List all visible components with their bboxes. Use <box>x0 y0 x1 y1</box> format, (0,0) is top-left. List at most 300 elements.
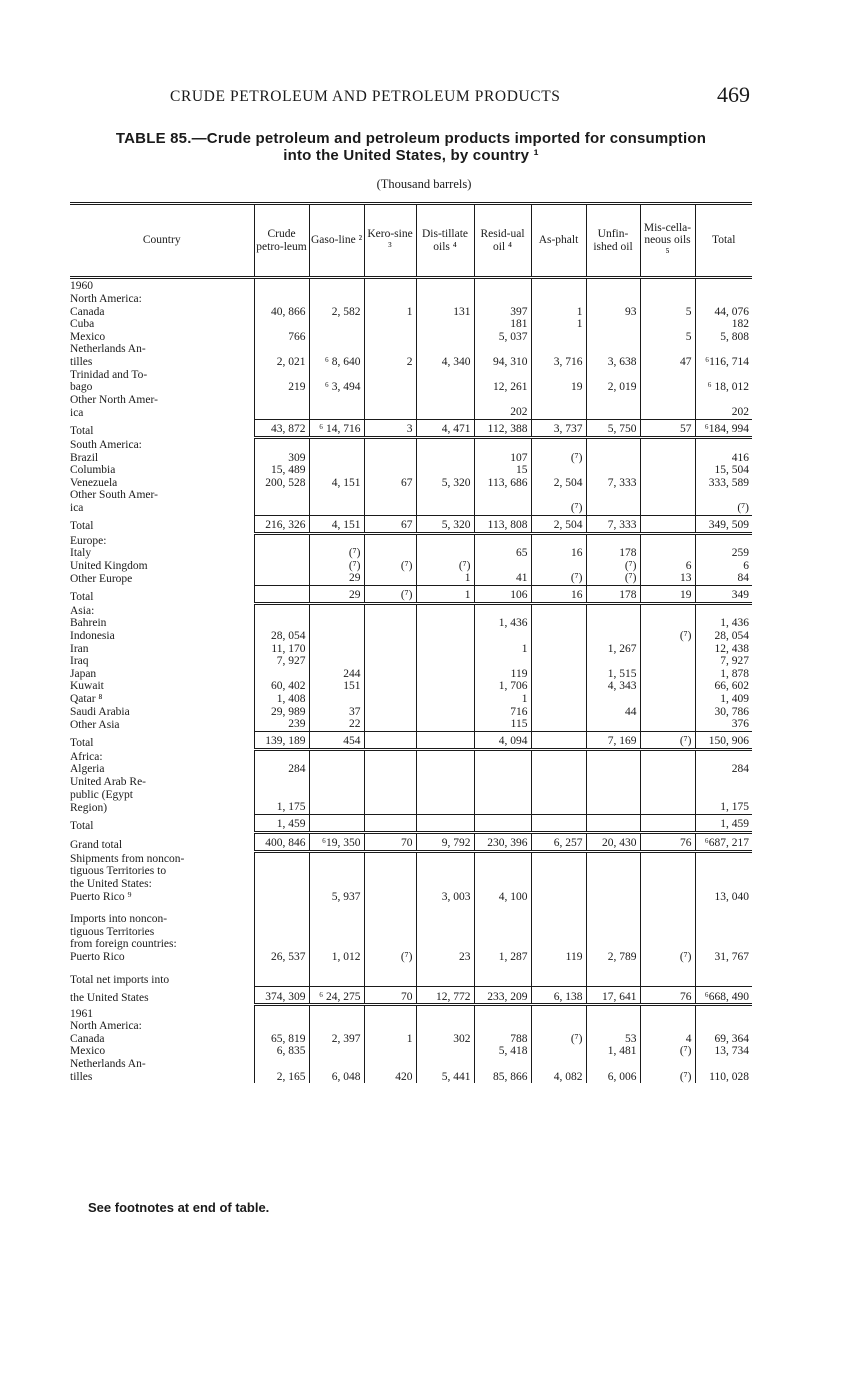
table-cell: 2, 165 <box>254 1071 309 1084</box>
table-cell <box>695 437 752 451</box>
table-row <box>70 278 752 294</box>
table-cell <box>586 814 640 832</box>
table-cell: 2 <box>364 356 416 369</box>
row-label: Other Europe <box>70 572 133 585</box>
table-cell <box>364 763 416 776</box>
table-cell: 3, 003 <box>416 891 474 904</box>
table-cell: 333, 589 <box>695 477 752 490</box>
table-cell <box>474 749 531 763</box>
table-cell: (⁷) <box>531 502 586 515</box>
table-cell <box>640 938 695 951</box>
table-cell: 28, 054 <box>695 630 752 643</box>
table-cell: 1, 175 <box>254 801 309 814</box>
table-cell: 76 <box>640 832 695 851</box>
table-cell <box>474 926 531 939</box>
table-row <box>70 585 752 603</box>
table-cell: (⁷) <box>531 452 586 465</box>
table-cell: 150, 906 <box>695 731 752 749</box>
table-cell <box>695 865 752 878</box>
table-cell <box>695 926 752 939</box>
table-cell: 7, 333 <box>586 477 640 490</box>
table-cell <box>586 489 640 502</box>
table-cell: 65, 819 <box>254 1033 309 1046</box>
table-cell: 1 <box>416 585 474 603</box>
table-cell: (⁷) <box>640 1071 695 1084</box>
table-cell <box>474 437 531 451</box>
table-cell <box>309 489 364 502</box>
column-header-7: Unfin-ished oil <box>586 204 640 278</box>
table-cell <box>531 718 586 731</box>
table-cell: 12, 438 <box>695 643 752 656</box>
table-cell: 84 <box>695 572 752 585</box>
table-cell <box>309 789 364 802</box>
table-cell: 1 <box>474 643 531 656</box>
table-row <box>70 1033 752 1046</box>
table-cell <box>640 515 695 533</box>
table-cell <box>254 776 309 789</box>
table-cell <box>640 763 695 776</box>
row-label: tiguous Territories to <box>70 865 167 878</box>
table-cell <box>531 1005 586 1021</box>
table-cell <box>586 369 640 382</box>
table-cell <box>364 749 416 763</box>
table-cell <box>416 878 474 891</box>
row-label: Algeria <box>70 763 105 776</box>
table-cell <box>586 331 640 344</box>
row-label: ica <box>70 406 84 419</box>
row-label: Brazil <box>70 451 99 464</box>
table-cell <box>586 801 640 814</box>
table-cell <box>586 865 640 878</box>
table-cell: 7, 169 <box>586 731 640 749</box>
table-cell <box>586 938 640 951</box>
table-cell <box>416 394 474 407</box>
table-cell: 1, 267 <box>586 643 640 656</box>
table-cell: 3 <box>364 419 416 437</box>
table-cell <box>640 394 695 407</box>
table-row <box>70 1005 752 1021</box>
row-label: Iran <box>70 642 89 655</box>
table-cell <box>474 974 531 987</box>
column-header-5: Resid-ual oil ⁴ <box>474 204 531 278</box>
row-label: Imports into noncon- <box>70 913 168 926</box>
table-cell <box>364 891 416 904</box>
table-cell <box>640 668 695 681</box>
table-cell: 28, 054 <box>254 630 309 643</box>
table-cell <box>416 630 474 643</box>
table-cell <box>531 343 586 356</box>
table-cell: 13, 734 <box>695 1045 752 1058</box>
table-cell <box>416 437 474 451</box>
table-cell: ⁶184, 994 <box>695 419 752 437</box>
table-cell <box>640 464 695 477</box>
table-cell: 397 <box>474 306 531 319</box>
table-cell <box>474 1020 531 1033</box>
table-cell: ⁶ 14, 716 <box>309 419 364 437</box>
table-cell <box>416 533 474 547</box>
table-cell <box>474 964 531 974</box>
table-cell: 4 <box>640 1033 695 1046</box>
table-row <box>70 419 752 437</box>
table-cell <box>416 406 474 419</box>
table-cell <box>254 293 309 306</box>
table-cell: 178 <box>586 547 640 560</box>
table-cell <box>640 452 695 465</box>
table-cell <box>416 369 474 382</box>
table-cell: 1, 409 <box>695 693 752 706</box>
table-cell: 6 <box>640 560 695 573</box>
table-cell <box>254 572 309 585</box>
table-cell <box>416 547 474 560</box>
table-cell <box>586 603 640 617</box>
table-cell <box>364 643 416 656</box>
table-cell <box>254 406 309 419</box>
table-cell: 1, 459 <box>254 814 309 832</box>
table-cell: 202 <box>695 406 752 419</box>
table-cell <box>640 406 695 419</box>
table-row <box>70 464 752 477</box>
row-label: Netherlands An- <box>70 1057 146 1070</box>
table-cell <box>695 394 752 407</box>
table-cell <box>309 533 364 547</box>
table-cell <box>364 406 416 419</box>
table-cell: 309 <box>254 452 309 465</box>
table-cell <box>309 603 364 617</box>
table-cell <box>640 903 695 913</box>
table-cell <box>309 617 364 630</box>
row-label: Africa: <box>70 750 103 763</box>
table-cell <box>695 749 752 763</box>
table-cell: 200, 528 <box>254 477 309 490</box>
table-row <box>70 603 752 617</box>
table-cell <box>309 331 364 344</box>
table-cell <box>309 693 364 706</box>
table-cell <box>309 749 364 763</box>
table-cell <box>364 1045 416 1058</box>
table-cell <box>474 913 531 926</box>
table-row <box>70 891 752 904</box>
table-cell: 131 <box>416 306 474 319</box>
table-row <box>70 369 752 382</box>
table-cell <box>364 369 416 382</box>
table-cell: 5, 808 <box>695 331 752 344</box>
table-cell: (⁷) <box>640 951 695 964</box>
table-cell <box>309 643 364 656</box>
row-label: Iraq <box>70 655 89 668</box>
table-cell <box>531 643 586 656</box>
table-cell <box>586 1005 640 1021</box>
table-cell <box>364 718 416 731</box>
table-cell <box>695 1020 752 1033</box>
table-cell: 6, 257 <box>531 832 586 851</box>
table-cell <box>586 655 640 668</box>
table-cell <box>474 814 531 832</box>
row-label: Indonesia <box>70 630 115 643</box>
table-cell <box>531 789 586 802</box>
table-cell <box>364 381 416 394</box>
table-cell: (⁷) <box>640 630 695 643</box>
table-cell <box>364 706 416 719</box>
table-row <box>70 437 752 451</box>
table-cell <box>640 533 695 547</box>
table-cell <box>586 502 640 515</box>
table-cell <box>695 293 752 306</box>
table-cell <box>254 668 309 681</box>
table-row <box>70 964 752 974</box>
table-cell <box>364 533 416 547</box>
table-cell: 65 <box>474 547 531 560</box>
table-row <box>70 356 752 369</box>
column-header-country: Country <box>70 204 254 278</box>
table-cell <box>416 680 474 693</box>
table-row <box>70 851 752 865</box>
table-cell <box>254 878 309 891</box>
table-cell: 67 <box>364 477 416 490</box>
table-cell: 376 <box>695 718 752 731</box>
table-cell <box>586 903 640 913</box>
table-cell <box>474 655 531 668</box>
table-cell <box>695 533 752 547</box>
table-cell <box>640 1058 695 1071</box>
table-cell <box>474 343 531 356</box>
table-cell <box>586 964 640 974</box>
table-cell <box>364 964 416 974</box>
table-cell <box>640 278 695 294</box>
table-cell <box>640 489 695 502</box>
table-row <box>70 406 752 419</box>
table-cell <box>695 1005 752 1021</box>
row-label: Canada <box>70 305 105 318</box>
table-cell: (⁷) <box>640 1045 695 1058</box>
table-cell: 9, 792 <box>416 832 474 851</box>
table-cell: 1, 436 <box>695 617 752 630</box>
table-cell <box>474 278 531 294</box>
table-cell <box>531 938 586 951</box>
table-row <box>70 731 752 749</box>
table-cell: 94, 310 <box>474 356 531 369</box>
row-label: Total <box>70 590 94 603</box>
table-cell <box>364 913 416 926</box>
table-cell <box>531 293 586 306</box>
table-cell: 259 <box>695 547 752 560</box>
table-cell: 41 <box>474 572 531 585</box>
table-cell <box>640 655 695 668</box>
table-row <box>70 630 752 643</box>
table-cell: 5 <box>640 331 695 344</box>
table-cell: 112, 388 <box>474 419 531 437</box>
table-cell <box>254 926 309 939</box>
table-cell <box>364 926 416 939</box>
row-label: Netherlands An- <box>70 343 146 356</box>
table-cell: 420 <box>364 1071 416 1084</box>
table-row <box>70 394 752 407</box>
table-cell <box>531 878 586 891</box>
row-label: Asia: <box>70 604 95 617</box>
table-cell <box>309 776 364 789</box>
table-cell: 4, 471 <box>416 419 474 437</box>
table-cell <box>586 452 640 465</box>
table-row <box>70 1045 752 1058</box>
column-header-2: Gaso-line ² <box>309 204 364 278</box>
table-cell <box>309 630 364 643</box>
table-cell: 19 <box>531 381 586 394</box>
table-cell: 60, 402 <box>254 680 309 693</box>
table-cell <box>416 318 474 331</box>
table-cell <box>416 938 474 951</box>
table-cell <box>586 891 640 904</box>
footer-note: See footnotes at end of table. <box>88 1200 270 1215</box>
table-cell <box>586 406 640 419</box>
table-row <box>70 878 752 891</box>
table-cell: 5, 937 <box>309 891 364 904</box>
table-cell <box>364 343 416 356</box>
table-row <box>70 668 752 681</box>
table-cell <box>640 477 695 490</box>
table-cell <box>364 452 416 465</box>
row-label: United Kingdom <box>70 559 148 572</box>
table-cell <box>474 1058 531 1071</box>
table-row <box>70 903 752 913</box>
row-label: public (Egypt <box>70 788 133 801</box>
column-header-3: Kero-sine ³ <box>364 204 416 278</box>
table-cell <box>364 547 416 560</box>
table-cell: (⁷) <box>695 502 752 515</box>
table-cell <box>254 749 309 763</box>
table-cell: 1, 175 <box>695 801 752 814</box>
table-cell <box>416 617 474 630</box>
table-cell <box>309 913 364 926</box>
table-cell <box>416 464 474 477</box>
row-label: North America: <box>70 293 142 305</box>
table-cell <box>531 680 586 693</box>
table-cell: 66, 602 <box>695 680 752 693</box>
table-cell: 19 <box>640 585 695 603</box>
running-head <box>70 82 750 108</box>
table-cell: 17, 641 <box>586 987 640 1005</box>
table-cell <box>640 776 695 789</box>
table-cell <box>474 369 531 382</box>
table-cell <box>586 617 640 630</box>
header-row <box>70 204 752 278</box>
row-label: United Arab Re- <box>70 776 147 788</box>
table-cell <box>309 814 364 832</box>
table-row <box>70 865 752 878</box>
table-cell <box>531 489 586 502</box>
table-cell: (⁷) <box>640 731 695 749</box>
table-cell <box>531 464 586 477</box>
row-label: Columbia <box>70 464 116 477</box>
table-cell <box>416 731 474 749</box>
table-cell: 1 <box>531 306 586 319</box>
table-cell <box>586 974 640 987</box>
table-cell <box>416 293 474 306</box>
row-label: Total <box>70 819 94 832</box>
table-cell <box>364 903 416 913</box>
table-cell: 1, 408 <box>254 693 309 706</box>
row-label: bago <box>70 381 93 394</box>
table-cell <box>531 814 586 832</box>
row-label: Grand total <box>70 838 123 851</box>
table-cell <box>531 278 586 294</box>
table-cell <box>416 343 474 356</box>
table-cell: 1, 287 <box>474 951 531 964</box>
table-cell: 4, 343 <box>586 680 640 693</box>
table-cell <box>474 394 531 407</box>
row-label: Other North Amer- <box>70 393 158 406</box>
row-label: the United States <box>70 992 149 1005</box>
table-cell <box>309 964 364 974</box>
table-cell <box>364 878 416 891</box>
row-label: tiguous Territories <box>70 925 155 938</box>
table-cell <box>695 278 752 294</box>
table-cell <box>640 547 695 560</box>
table-cell <box>474 763 531 776</box>
table-cell <box>416 489 474 502</box>
table-cell: 202 <box>474 406 531 419</box>
table-cell <box>586 343 640 356</box>
table-cell: 1, 436 <box>474 617 531 630</box>
table-cell <box>364 938 416 951</box>
table-cell <box>695 851 752 865</box>
table-cell <box>254 617 309 630</box>
table-cell <box>586 749 640 763</box>
table-cell <box>640 865 695 878</box>
table-cell: 239 <box>254 718 309 731</box>
table-cell <box>254 964 309 974</box>
table-cell <box>309 318 364 331</box>
table-cell: 1, 012 <box>309 951 364 964</box>
table-cell <box>531 913 586 926</box>
table-cell <box>364 1058 416 1071</box>
table-cell <box>640 706 695 719</box>
table-cell: 1, 515 <box>586 668 640 681</box>
table-cell: (⁷) <box>364 585 416 603</box>
table-cell <box>364 731 416 749</box>
table-cell: 1 <box>416 572 474 585</box>
column-header-1: Crude petro-leum <box>254 204 309 278</box>
row-label: ica <box>70 502 84 515</box>
table-cell <box>364 789 416 802</box>
table-cell <box>531 706 586 719</box>
table-cell <box>474 560 531 573</box>
row-label: Qatar ⁸ <box>70 693 103 706</box>
table-cell <box>531 406 586 419</box>
table-cell: 5, 418 <box>474 1045 531 1058</box>
table-cell <box>531 749 586 763</box>
table-cell <box>586 394 640 407</box>
table-cell <box>254 533 309 547</box>
table-cell <box>309 974 364 987</box>
table-cell: 29, 989 <box>254 706 309 719</box>
table-cell: 15, 489 <box>254 464 309 477</box>
table-cell: (⁷) <box>364 951 416 964</box>
table-cell: 716 <box>474 706 531 719</box>
table-cell <box>416 801 474 814</box>
table-cell <box>364 851 416 865</box>
table-row <box>70 515 752 533</box>
table-cell <box>254 394 309 407</box>
table-row <box>70 749 752 763</box>
table-cell <box>640 974 695 987</box>
table-cell: 7, 333 <box>586 515 640 533</box>
table-cell <box>640 437 695 451</box>
table-row <box>70 477 752 490</box>
table-cell <box>416 964 474 974</box>
table-cell: 29 <box>309 585 364 603</box>
table-cell: 788 <box>474 1033 531 1046</box>
table-cell <box>640 913 695 926</box>
table-row <box>70 789 752 802</box>
